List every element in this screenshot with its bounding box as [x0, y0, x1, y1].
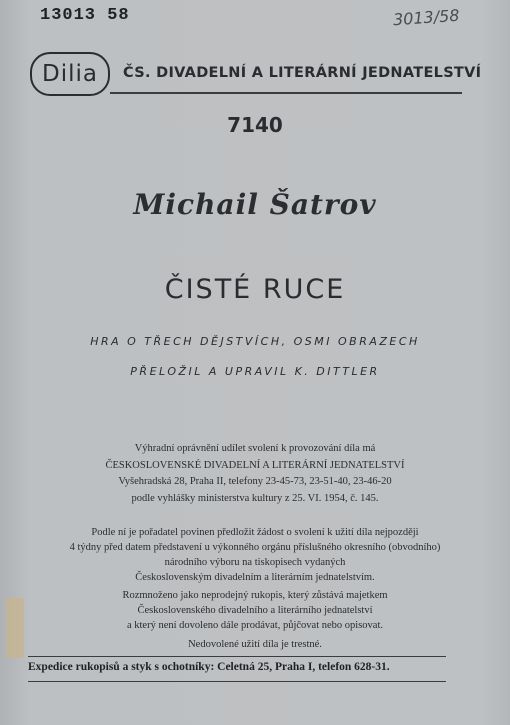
- obligation-line: Podle ní je pořadatel povinen předložit žádost o svolení k užití díla nejpozději: [91, 527, 419, 538]
- document-number: 7140: [227, 113, 283, 137]
- legal-warning: [0, 637, 510, 654]
- translator-line: PŘELOŽIL A UPRAVIL K. DITTLER: [130, 365, 380, 378]
- rights-paragraph: [0, 441, 510, 507]
- obligation-line: 4 týdny před datem představení u výkonného orgánu příslušného okresního (obvodního): [69, 542, 441, 553]
- reproduction-paragraph: [0, 588, 510, 633]
- obligation-line: Československým divadelním a literárním jednatelstvím.: [135, 572, 375, 583]
- rights-line: podle vyhlášky ministerstva kultury z 25. VI. 1954, č. 145.: [131, 492, 379, 504]
- archive-stamp-number: 13013 58: [40, 6, 130, 25]
- warning-line: Nedovolené užití díla je trestné.: [188, 639, 322, 650]
- reproduction-line: Československého divadelního a literárního jednatelství: [137, 605, 373, 616]
- logo-text: Dilia: [42, 61, 98, 87]
- dilia-logo: [30, 52, 110, 96]
- footer-divider-bottom: [28, 681, 446, 682]
- obligation-paragraph: [0, 525, 510, 585]
- footer-contact: Expedice rukopisů a styk s ochotníky: Celetná 25, Praha I, telefon 628-31.: [28, 661, 390, 673]
- footer-divider-top: [28, 656, 446, 657]
- author-name: Michail Šatrov: [133, 188, 377, 221]
- reproduction-line: a který není dovoleno dále prodávat, půjčovat nebo opisovat.: [126, 620, 383, 631]
- reproduction-line: Rozmnoženo jako neprodejný rukopis, který zůstává majetkem: [122, 590, 388, 601]
- rights-line: Vyšehradská 28, Praha II, telefony 23-45-73, 23-51-40, 23-46-20: [118, 476, 392, 487]
- handwritten-catalog-note: 3013/58: [392, 5, 461, 30]
- obligation-line: národního výboru na tiskopisech vydaných: [164, 557, 346, 568]
- rights-line: ČESKOSLOVENSKÉ DIVADELNÍ A LITERÁRNÍ JEDNATELSTVÍ: [105, 459, 405, 471]
- publisher-name: ČS. DIVADELNÍ A LITERÁRNÍ JEDNATELSTVÍ: [123, 65, 482, 81]
- rights-line: Výhradní oprávnění udílet svolení k provozování díla má: [134, 443, 376, 454]
- play-title: ČISTÉ RUCE: [164, 274, 346, 305]
- play-subtitle: HRA O TŘECH DĚJSTVÍCH, OSMI OBRAZECH: [90, 335, 420, 348]
- header-divider: [110, 92, 462, 94]
